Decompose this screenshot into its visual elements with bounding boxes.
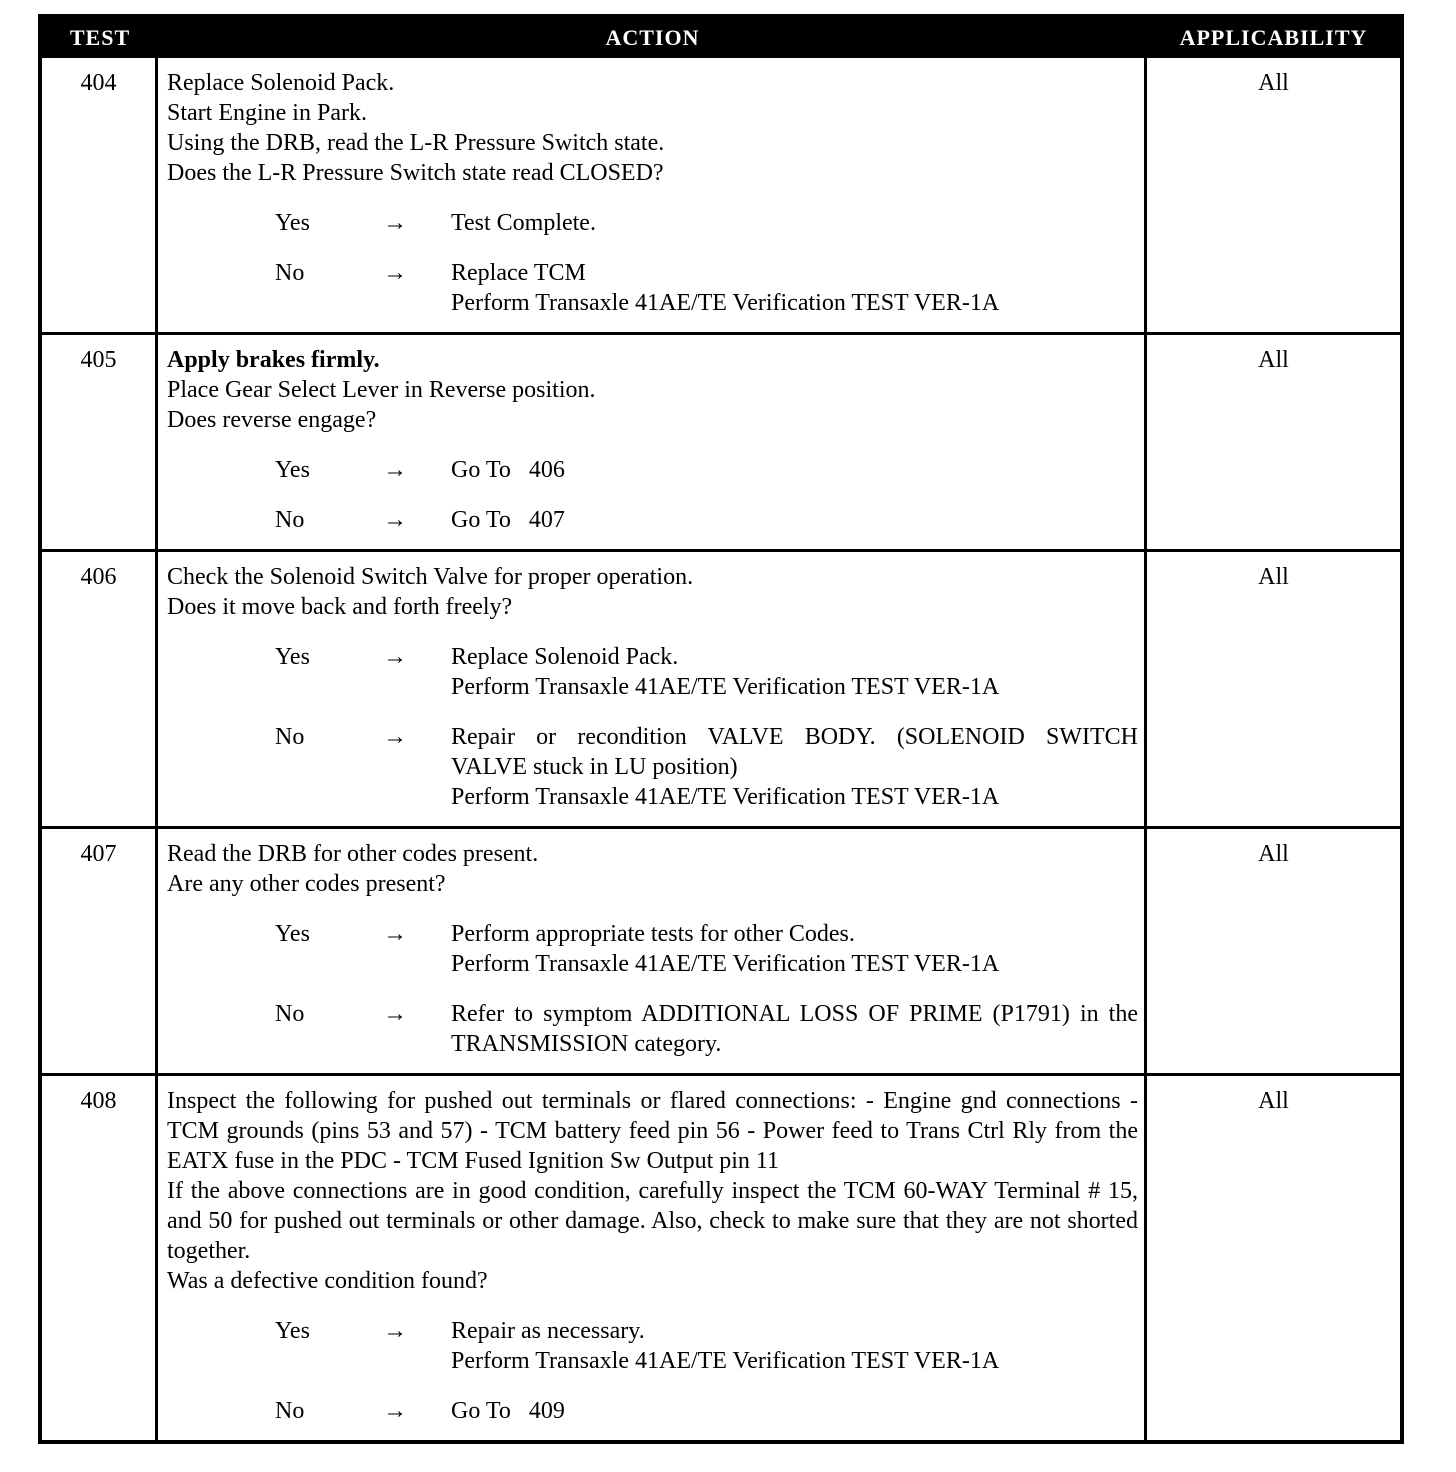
action-cell: [158, 58, 1147, 332]
step-text: Does reverse engage?: [167, 407, 377, 433]
no-text: Refer to symptom ADDITIONAL LOSS OF PRIME (P1791) in the: [451, 1001, 1138, 1027]
arrow-icon: →: [383, 921, 407, 947]
yes-label: Yes: [275, 644, 310, 670]
no-answer: [167, 258, 1138, 318]
step-text: Place Gear Select Lever in Reverse position.: [167, 377, 596, 403]
table-row: [42, 549, 1400, 826]
step-text: Was a defective condition found?: [167, 1268, 488, 1294]
yes-text: Perform Transaxle 41AE/TE Verification TEST VER-1A: [451, 1348, 1000, 1374]
test-number: 406: [42, 552, 158, 826]
yes-label: Yes: [275, 457, 310, 483]
no-label: No: [275, 260, 305, 286]
yes-answer: [167, 455, 1138, 485]
step-text: Check the Solenoid Switch Valve for proper operation.: [167, 564, 694, 590]
step-text: Does the L-R Pressure Switch state read CLOSED?: [167, 160, 664, 186]
header-action: ACTION: [605, 25, 700, 50]
no-label: No: [275, 724, 305, 750]
applicability-value: All: [1258, 70, 1289, 96]
diagnostic-table: [38, 14, 1404, 1444]
no-text: Replace TCM: [451, 260, 586, 286]
yes-label: Yes: [275, 921, 310, 947]
arrow-icon: →: [383, 457, 407, 483]
action-cell: [158, 1076, 1147, 1440]
no-text: Go To 407: [451, 507, 565, 533]
header-test: TEST: [69, 25, 131, 50]
action-cell: [158, 829, 1147, 1073]
yes-text: Test Complete.: [451, 210, 596, 236]
no-text: Go To 409: [451, 1398, 565, 1424]
yes-label: Yes: [275, 1318, 310, 1344]
yes-text: Repair as necessary.: [451, 1318, 645, 1344]
step-text: Read the DRB for other codes present.: [167, 841, 539, 867]
no-answer: [167, 1396, 1138, 1426]
test-number: 404: [42, 58, 158, 332]
test-number: 405: [42, 335, 158, 549]
no-label: No: [275, 1398, 305, 1424]
yes-text: Perform Transaxle 41AE/TE Verification TEST VER-1A: [451, 951, 1000, 977]
applicability-value: All: [1258, 1088, 1289, 1114]
arrow-icon: →: [383, 210, 407, 236]
yes-answer: [167, 1316, 1138, 1376]
no-text: Perform Transaxle 41AE/TE Verification TEST VER-1A: [451, 784, 1000, 810]
step-text: Apply brakes firmly.: [167, 347, 380, 373]
table-row: [42, 332, 1400, 549]
arrow-icon: →: [383, 724, 407, 750]
yes-text: Go To 406: [451, 457, 565, 483]
yes-label: Yes: [275, 210, 310, 236]
action-cell: [158, 552, 1147, 826]
applicability-value: All: [1258, 564, 1289, 590]
arrow-icon: →: [383, 644, 407, 670]
applicability-value: All: [1258, 841, 1289, 867]
yes-text: Perform appropriate tests for other Codes.: [451, 921, 855, 947]
step-text: Inspect the following for pushed out terminals or flared connections: - Engine gnd connections - TCM grounds (pins 53 and 57) - TCM battery feed pin 56 - Power feed to Trans Ctrl Rly from the EATX fuse in the PDC - TCM Fused Ignition Sw Output pin 11: [167, 1088, 1138, 1174]
step-text: Are any other codes present?: [167, 871, 446, 897]
table-header: [42, 18, 1400, 58]
step-text: Start Engine in Park.: [167, 100, 367, 126]
no-answer: [167, 999, 1138, 1059]
step-text: Does it move back and forth freely?: [167, 594, 513, 620]
yes-answer: [167, 919, 1138, 979]
step-text: If the above connections are in good condition, carefully inspect the TCM 60-WAY Terminal # 15, and 50 for pushed out terminals or other damage. Also, check to make sure that they are not shorted together.: [167, 1178, 1138, 1264]
arrow-icon: →: [383, 1318, 407, 1344]
no-label: No: [275, 1001, 305, 1027]
arrow-icon: →: [383, 507, 407, 533]
test-number: 407: [42, 829, 158, 1073]
arrow-icon: →: [383, 260, 407, 286]
test-number: 408: [42, 1076, 158, 1440]
applicability-value: All: [1258, 347, 1289, 373]
table-row: [42, 1073, 1400, 1440]
no-text: TRANSMISSION category.: [451, 1031, 722, 1057]
step-text: Replace Solenoid Pack.: [167, 70, 395, 96]
arrow-icon: →: [383, 1398, 407, 1424]
table-row: [42, 826, 1400, 1073]
no-text: Repair or recondition VALVE BODY. (SOLENOID SWITCH: [451, 724, 1138, 750]
no-text: VALVE stuck in LU position): [451, 754, 738, 780]
yes-answer: [167, 642, 1138, 702]
no-label: No: [275, 507, 305, 533]
step-text: Using the DRB, read the L-R Pressure Switch state.: [167, 130, 665, 156]
table-row: [42, 58, 1400, 332]
no-answer: [167, 505, 1138, 535]
no-text: Perform Transaxle 41AE/TE Verification TEST VER-1A: [451, 290, 1000, 316]
yes-answer: [167, 208, 1138, 238]
no-answer: [167, 722, 1138, 812]
yes-text: Replace Solenoid Pack.: [451, 644, 679, 670]
yes-text: Perform Transaxle 41AE/TE Verification TEST VER-1A: [451, 674, 1000, 700]
header-applicability: APPLICABILITY: [1179, 25, 1368, 50]
arrow-icon: →: [383, 1001, 407, 1027]
action-cell: [158, 335, 1147, 549]
